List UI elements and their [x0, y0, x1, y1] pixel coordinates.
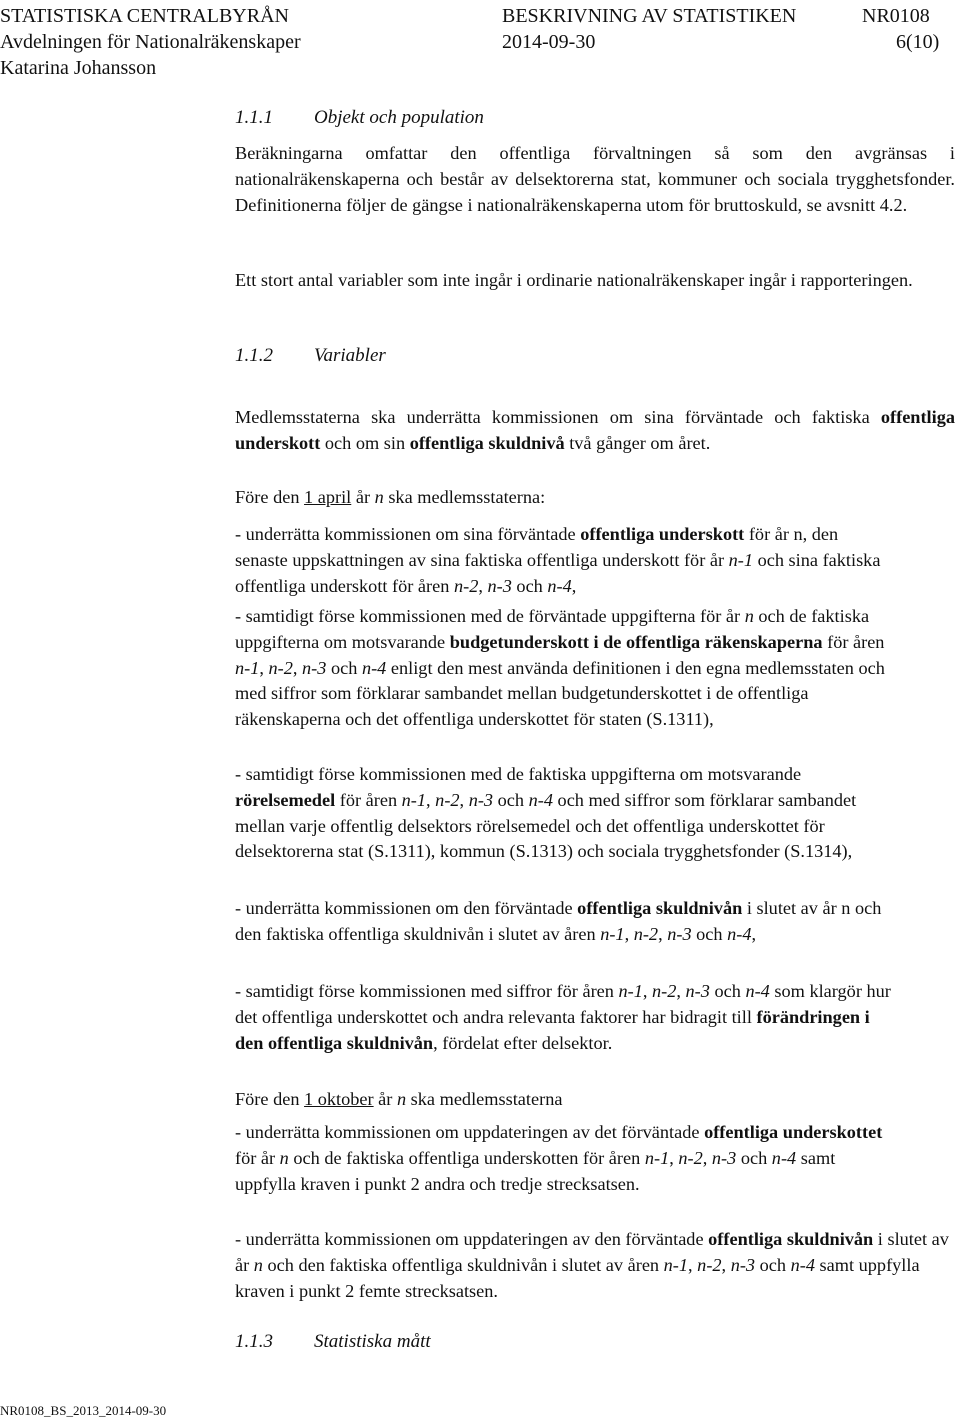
text-run: ,	[702, 1147, 712, 1168]
italic-text: n-1	[663, 1254, 689, 1275]
text-run: och med siffror som förklarar sambandet mellan varje offentlig delsektors rörelsemedel och det offentliga underskottet för delsektorerna stat (S.1311), kommun (S.1313) och sociala trygghetsfonder (S.1314),	[235, 789, 857, 862]
text-run: - underrätta kommissionen om uppdateringen av den förväntade	[235, 1229, 709, 1249]
paragraph	[235, 268, 955, 294]
italic-text: n-3	[487, 575, 512, 596]
italic-text: n-2	[435, 789, 460, 810]
text-run: år	[351, 487, 375, 507]
section-title: Objekt och population	[314, 107, 484, 128]
text-run: och de faktiska offentliga underskotten för åren	[288, 1147, 645, 1168]
italic-text: n-4	[361, 657, 387, 678]
list-item	[235, 522, 895, 599]
text-run: för år	[235, 1147, 280, 1168]
text-run: samt uppfylla kraven i punkt 2 andra och tredje strecksatsen.	[235, 1147, 836, 1194]
italic-text: n	[253, 1254, 263, 1275]
bold-text: offentliga skuldnivån	[708, 1229, 874, 1249]
text-run: ,	[676, 981, 686, 1001]
text-run: ,	[571, 575, 577, 596]
text-run: - underrätta kommissionen om uppdateringen av det förväntade	[235, 1122, 705, 1142]
text-run: ,	[459, 789, 469, 810]
bold-text: budgetunderskott i de offentliga räkenskaperna	[449, 631, 823, 652]
text-run: ,	[259, 657, 269, 678]
list-item	[235, 1227, 955, 1304]
italic-text: n-3	[667, 923, 692, 944]
text-run: ,	[426, 789, 436, 810]
text-run: Före den	[235, 487, 305, 507]
text-run: ,	[624, 923, 634, 944]
italic-text: n-4	[745, 981, 770, 1001]
text-run: och	[736, 1147, 772, 1168]
header-author: Katarina Johansson	[0, 57, 157, 79]
italic-text: n-2	[678, 1147, 703, 1168]
text-run: ,	[292, 657, 303, 678]
paragraph	[235, 485, 955, 511]
text-run: för år n, den senaste uppskattningen av sina faktiska offentliga underskott för år	[235, 524, 839, 570]
underlined-text: 1 oktober	[304, 1089, 374, 1109]
text-run: - samtidigt förse kommissionen med siffror för åren	[235, 981, 619, 1001]
text-run: enligt den mest använda definitionen i den egna medlemsstaten och med siffror som förklarar sambandet mellan budgetunderskottet i de offentliga räkenskaperna och det offentliga underskottet för staten (S.1311),	[235, 657, 885, 730]
text-run: - samtidigt förse kommissionen med de förväntade uppgifterna för år	[235, 606, 745, 626]
header-org: STATISTISKA CENTRALBYRÅN	[0, 5, 289, 27]
text-run: ,	[642, 981, 653, 1001]
text-run: och	[493, 789, 529, 810]
italic-text: n-2	[453, 575, 479, 596]
text-run: och de faktiska uppgifterna om motsvarande	[235, 606, 870, 652]
italic-text: n-4	[547, 575, 572, 596]
italic-text: n-4	[528, 789, 553, 810]
text-run: och	[326, 657, 362, 678]
bold-text: offentliga underskott	[235, 407, 955, 453]
italic-text: n-1	[235, 657, 260, 678]
header-doc-type: BESKRIVNING AV STATISTIKEN	[502, 5, 797, 27]
text-run: i slutet av år	[235, 1229, 949, 1275]
italic-text: n	[396, 1089, 407, 1109]
section-title: Statistiska mått	[314, 1331, 431, 1352]
text-run: och	[755, 1254, 791, 1275]
text-run: ,	[658, 923, 668, 944]
italic-text: n-2	[633, 923, 659, 944]
paragraph	[235, 1087, 895, 1113]
text-run: och sina faktiska offentliga underskott för åren	[235, 549, 881, 596]
italic-text: n-2	[268, 657, 293, 678]
text-run: Ett stort antal variabler som inte ingår i ordinarie nationalräkenskaper ingår i rapporteringen.	[235, 270, 913, 290]
list-item	[235, 1120, 895, 1197]
text-run: ,	[669, 1147, 679, 1168]
text-run: - samtidigt förse kommissionen med de faktiska uppgifterna om motsvarande	[235, 764, 802, 784]
list-item	[235, 979, 895, 1056]
italic-text: n-1	[644, 1147, 670, 1168]
section-number: 1.1.3	[235, 1331, 273, 1352]
italic-text: n-1	[600, 923, 625, 944]
text-run: Beräkningarna omfattar den offentliga förvaltningen så som den avgränsas i nationalräkenskaperna och består av delsektorerna stat, kommuner och sociala trygghetsfonder. Definitionerna följer de gängse i nationalräkenskaperna utom för bruttoskuld, se avsnitt 4.2.	[235, 143, 955, 215]
italic-text: n-1	[618, 981, 643, 1001]
italic-text: n-3	[468, 789, 494, 810]
text-run: i slutet av år n och den faktiska offentliga skuldnivån i slutet av åren	[235, 898, 882, 944]
text-run: år	[373, 1089, 397, 1109]
bold-text: förändringen i den offentliga skuldnivån	[235, 1006, 870, 1053]
italic-text: n-3	[302, 657, 327, 678]
text-run: - underrätta kommissionen om sina förväntade	[235, 524, 581, 544]
italic-text: n	[374, 487, 384, 507]
footer-doc-ref: NR0108_BS_2013_2014-09-30	[0, 1403, 167, 1418]
italic-text: n-1	[401, 789, 427, 810]
text-run: samt uppfylla kraven i punkt 2 femte strecksatsen.	[235, 1254, 920, 1301]
text-run: och	[709, 981, 746, 1001]
section-title: Variabler	[314, 345, 386, 366]
header-doc-id: NR0108	[862, 5, 930, 27]
text-run: ska medlemsstaterna:	[383, 487, 546, 507]
italic-text: n-1	[728, 549, 754, 570]
text-run: , fördelat efter delsektor.	[433, 1032, 613, 1053]
text-run: ,	[478, 575, 488, 596]
bold-text: offentliga skuldnivå	[409, 432, 565, 453]
italic-text: n-4	[790, 1254, 815, 1275]
text-run: och	[511, 575, 548, 596]
underlined-text: 1 april	[304, 487, 352, 507]
text-run: - underrätta kommissionen om den förväntade	[235, 898, 578, 918]
header-dept: Avdelningen för Nationalräkenskaper	[0, 31, 301, 53]
text-run: ska medlemsstaterna	[406, 1089, 563, 1109]
text-run: och den faktiska offentliga skuldnivån i slutet av åren	[262, 1254, 664, 1275]
italic-text: n	[279, 1147, 289, 1168]
text-run: och	[691, 923, 728, 944]
text-run: för åren	[335, 789, 402, 810]
header-date: 2014-09-30	[502, 31, 596, 53]
paragraph	[235, 405, 955, 457]
italic-text: n-2	[652, 981, 677, 1001]
section-number: 1.1.1	[235, 107, 273, 128]
italic-text: n	[744, 606, 754, 626]
bold-text: offentliga underskottet	[704, 1122, 883, 1142]
header-page-number: 6(10)	[896, 31, 940, 53]
text-run: ,	[688, 1254, 698, 1275]
list-item	[235, 896, 895, 948]
text-run: som klargör hur det offentliga underskottet och andra relevanta faktorer har bidragit till	[235, 981, 891, 1027]
italic-text: n-3	[730, 1254, 756, 1275]
italic-text: n-3	[711, 1147, 737, 1168]
italic-text: n-3	[685, 981, 710, 1001]
list-item	[235, 604, 895, 733]
bold-text: offentliga skuldnivån	[577, 898, 743, 918]
bold-text: rörelsemedel	[235, 789, 336, 810]
text-run: ,	[721, 1254, 731, 1275]
text-run: och om sin	[320, 432, 410, 453]
text-run: Medlemsstaterna ska underrätta kommissionen om sina förväntade och faktiska	[235, 407, 881, 427]
italic-text: n-4	[727, 923, 752, 944]
italic-text: n-4	[771, 1147, 797, 1168]
text-run: Före den	[235, 1089, 305, 1109]
paragraph	[235, 141, 955, 218]
text-run: ,	[751, 923, 757, 944]
list-item	[235, 762, 895, 865]
bold-text: offentliga underskott	[580, 524, 745, 544]
section-number: 1.1.2	[235, 345, 273, 366]
text-run: för åren	[822, 631, 885, 652]
text-run: två gånger om året.	[564, 432, 711, 453]
italic-text: n-2	[697, 1254, 722, 1275]
